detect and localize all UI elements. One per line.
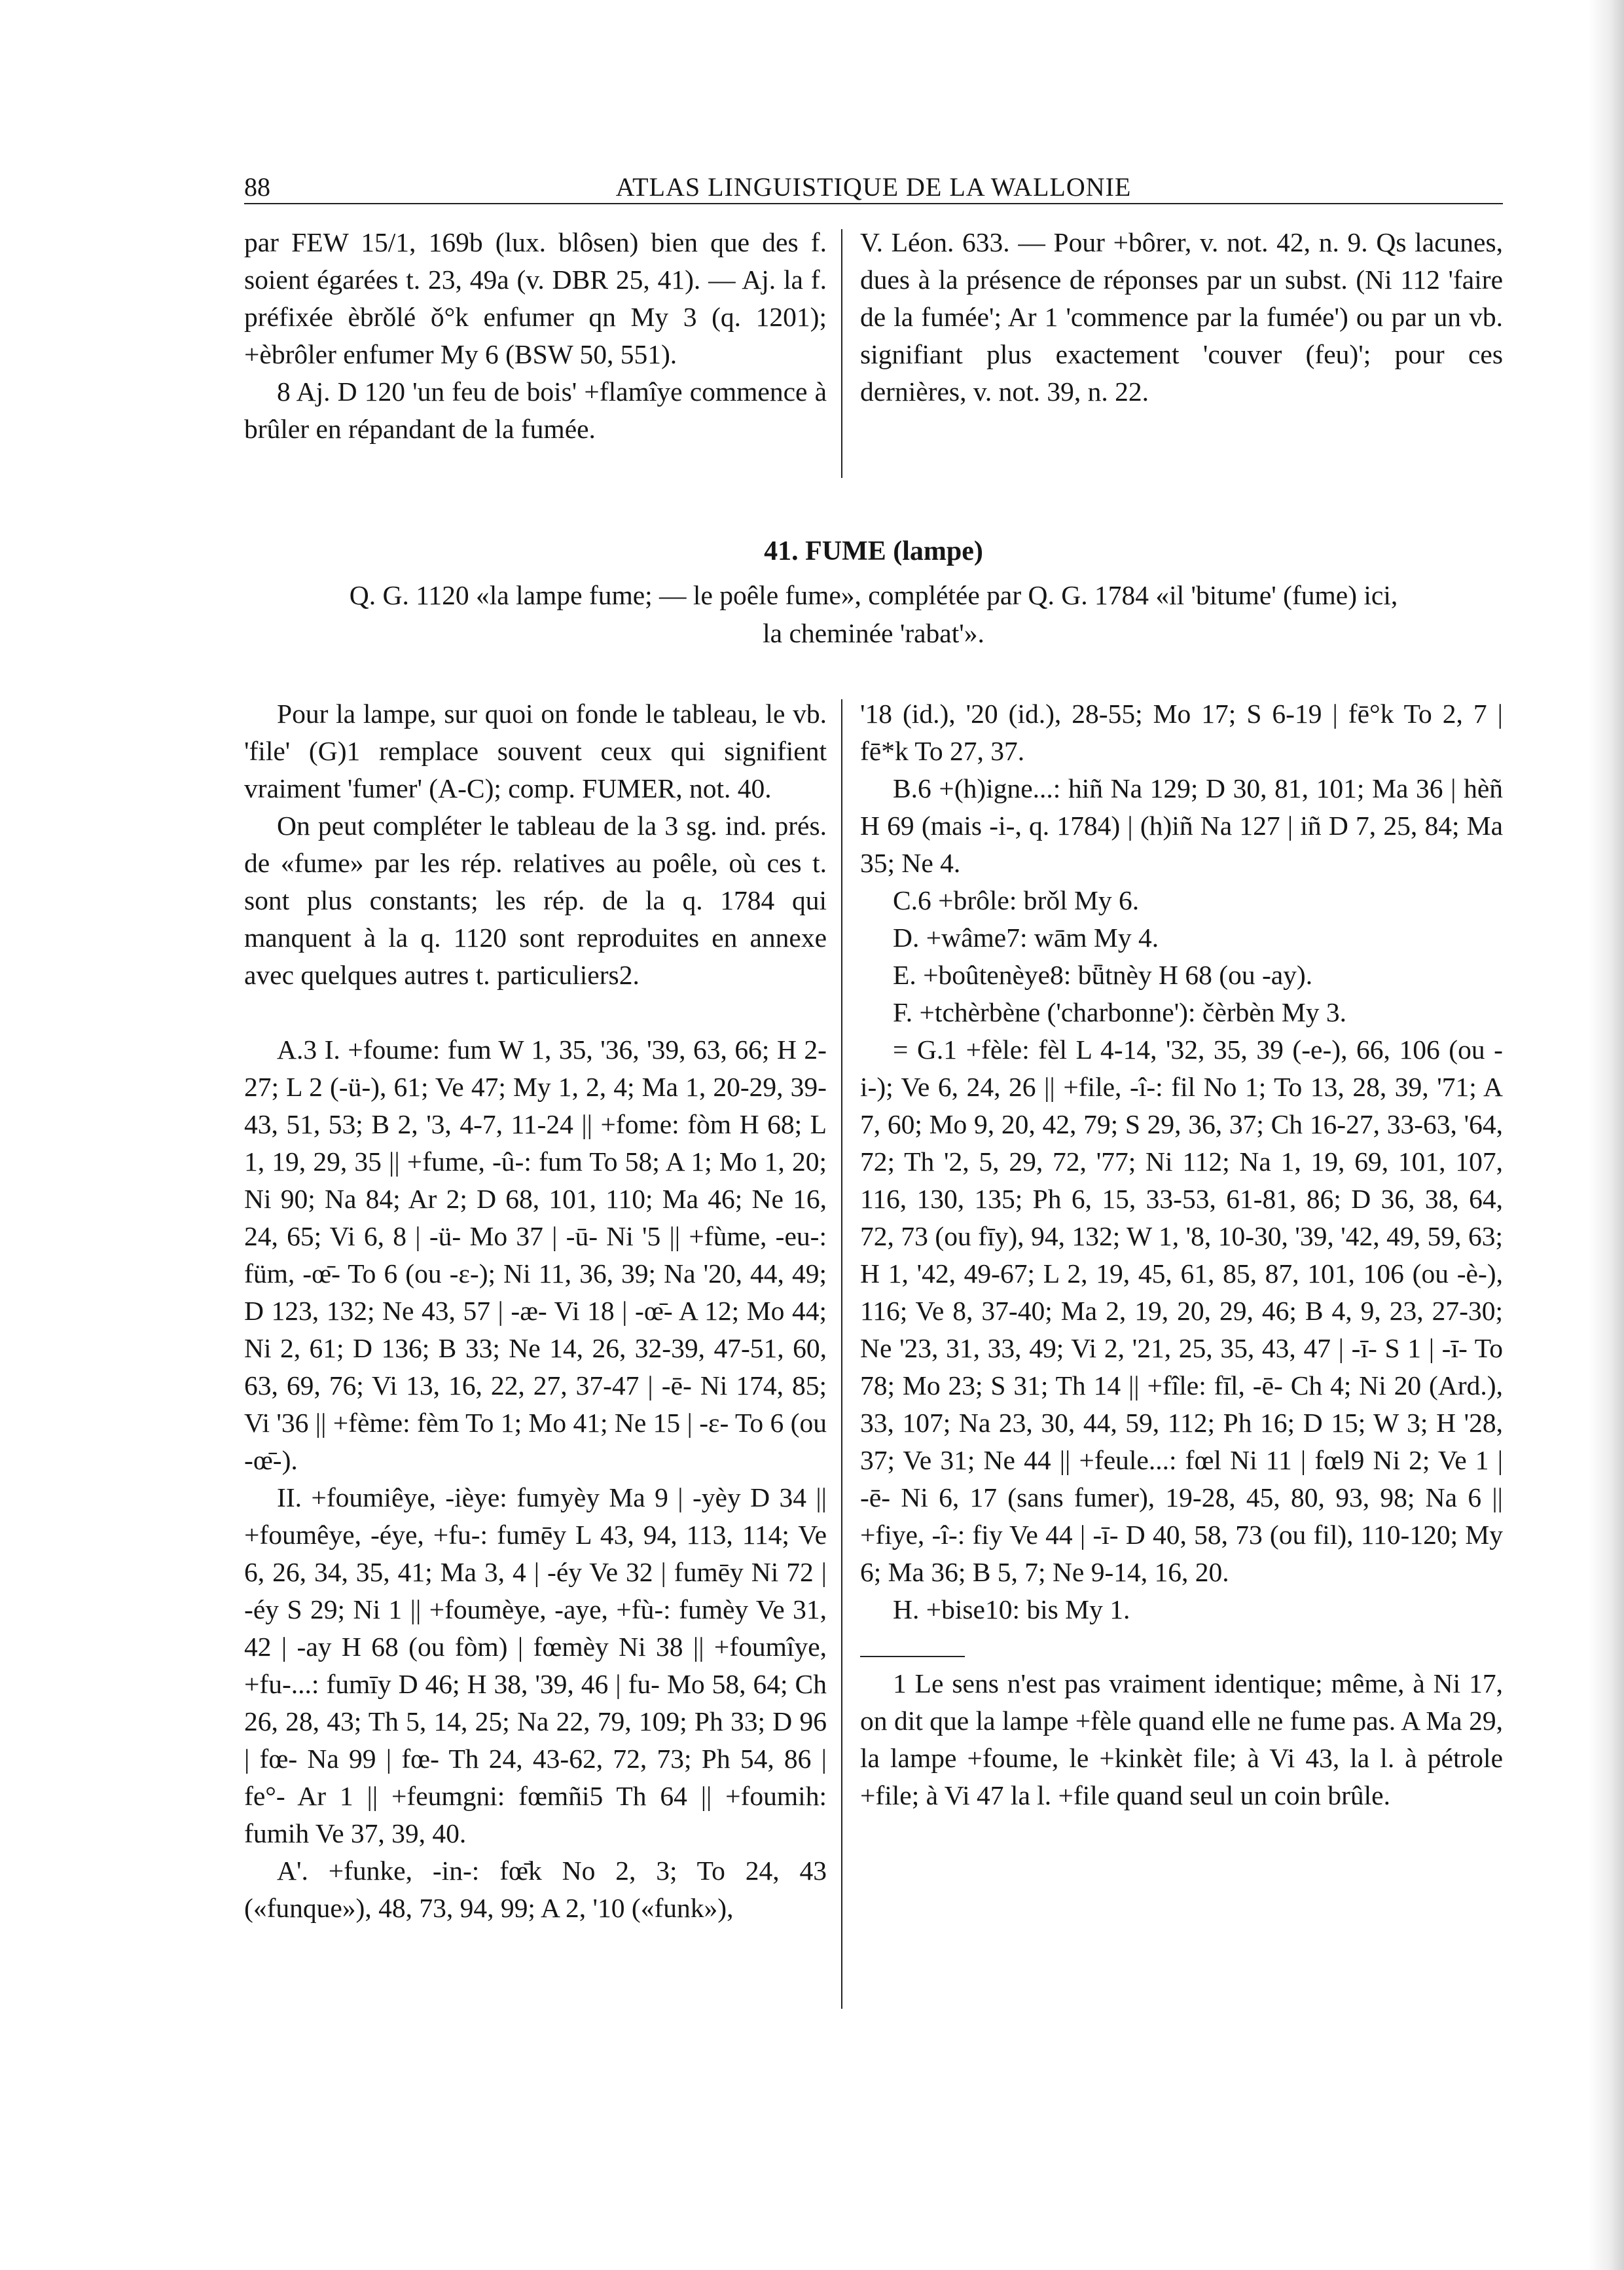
scan-edge-shadow (1588, 0, 1624, 2270)
intro-paragraph: Pour la lampe, sur quoi on fonde le tableau, le vb. 'file' (G)1 remplace souvent ceux qui signifient vraiment 'fumer' (A-C); comp. FUMER, not. 40. (244, 699, 827, 803)
type-h-entry: H. +bise10: bis My 1. (893, 1594, 1130, 1624)
top-column-divider (841, 229, 842, 478)
note-leon: V. Léon. 633. — Pour +bôrer, v. not. 42, n. 9. Qs lacunes, dues à la présence de réponses par un subst. (Ni 112 'faire de la fumée'; Ar 1 'commence par la fumée') ou par un vb. signifiant plus exactement 'couver (feu)'; pour ces dernières, v. not. 39, n. 22. (860, 227, 1503, 407)
main-column-divider (841, 699, 842, 2009)
type-a-ii-entry: II. +foumiêye, -ièye: fumyèy Ma 9 | -yèy D 34 || +foumêye, -éye, +fu-: fumēy L 43, 94, 113, 114; Ve 6, 26, 34, 35, 41; Ma 3, 4 | -éy Ve 32 | fumēy Ni 72 | -éy S 29; Ni 1 || +foumèye, -aye, +fù-: fumèy Ve 31, 42 | -ay H 68 (ou fòm) | fœmèy Ni 38 || +foumîye, +fu-...: fumīy D 46; H 38, '39, 46 | fu- Mo 58, 64; Ch 26, 28, 43; Th 5, 14, 25; Na 22, 79, 109; Ph 33; D 96 | fœ- Na 99 | fœ- Th 24, 43-62, 72, 73; Ph 54, 86 | fe°- Ar 1 || +feumgni: fœmñi5 Th 64 || +foumih: fumih Ve 37, 39, 40. (244, 1482, 827, 1848)
section-intro-line-1: Q. G. 1120 «la lampe fume; — le poêle fume», complétée par Q. G. 1784 «il 'bitume' (fume) ici, (349, 580, 1398, 610)
type-c-entry: C.6 +brôle: brǒl My 6. (893, 885, 1140, 915)
section-title: 41. FUME (lampe) (764, 536, 983, 566)
type-f-entry: F. +tchèrbène ('charbonne'): čèrbèn My 3. (893, 997, 1346, 1027)
main-left-column (244, 695, 827, 1927)
type-a-prime-entry: A'. +funke, -in-: fœ̄k No 2, 3; To 24, 43 («funque»), 48, 73, 94, 99; A 2, '10 («funk»), (244, 1856, 827, 1923)
page-header-title: ATLAS LINGUISTIQUE DE LA WALLONIE (615, 172, 1132, 202)
note-continuation: par FEW 15/1, 169b (lux. blôsen) bien que des f. soient égarées t. 23, 49a (v. DBR 25, 41). — Aj. la f. préfixée èbrǒlé ǒ°k enfumer qn My 3 (q. 1201); +èbrôler enfumer My 6 (BSW 50, 551). (244, 227, 827, 369)
footnote-8: 8 Aj. D 120 'un feu de bois' +flamîye commence à brûler en répandant de la fumée. (244, 376, 827, 444)
type-a-entry: A.3 I. +foume: fum W 1, 35, '36, '39, 63, 66; H 2-27; L 2 (-ü-), 61; Ve 47; My 1, 2, 4; Ma 1, 20-29, 39-43, 51, 53; B 2, '3, 4-7, 11-24 || +fome: fòm H 68; L 1, 19, 29, 35 || +fume, -û-: fum To 58; A 1; Mo 1, 20; Ni 90; Na 84; Ar 2; D 68, 101, 110; Ma 46; Ne 16, 24, 65; Vi 6, 8 | -ü- Mo 37 | -ū- Ni '5 || +fùme, -eu-: füm, -œ̄- To 6 (ou -ɛ-); Ni 11, 36, 39; Na '20, 44, 49; D 123, 132; Ne 43, 57 | -æ- Vi 18 | -œ̄- A 12; Mo 44; Ni 2, 61; D 136; B 33; Ne 14, 26, 32-39, 47-51, 60, 63, 69, 76; Vi 13, 16, 22, 27, 37-47 | -ē- Ni 174, 85; Vi '36 || +fème: fèm To 1; Mo 41; Ne 15 | -ɛ- To 6 (ou -œ̄-). (244, 1034, 827, 1475)
section-intro-line-2: la cheminée 'rabat'». (763, 618, 984, 648)
type-b-entry: B.6 +(h)igne...: hiñ Na 129; D 30, 81, 101; Ma 36 | hèñ H 69 (mais -i-, q. 1784) | (h)iñ Na 127 | iñ D 7, 25, 84; Ma 35; Ne 4. (860, 773, 1503, 878)
complement-paragraph: On peut compléter le tableau de la 3 sg. ind. prés. de «fume» par les rép. relatives au poêle, où ces t. sont plus constants; les rép. de la q. 1784 qui manquent à la q. 1120 sont reproduites en annexe avec quelques autres t. particuliers2. (244, 811, 827, 990)
footnote-rule (860, 1656, 965, 1657)
page-number: 88 (244, 172, 270, 202)
top-left-notes (244, 224, 827, 448)
type-e-entry: E. +boûtenèye8: bǖtnèy H 68 (ou -ay). (893, 960, 1313, 990)
running-header (244, 172, 1503, 204)
type-d-entry: D. +wâme7: wām My 4. (893, 923, 1159, 953)
main-right-column (860, 695, 1503, 1814)
section-intro (244, 576, 1503, 652)
type-g-entry: = G.1 +fèle: fèl L 4-14, '32, 35, 39 (-e-), 66, 106 (ou -i-); Ve 6, 24, 26 || +file, -î-: fil No 1; To 13, 28, 39, '71; A 7, 60; Mo 9, 20, 42, 79; S 29, 36, 37; Ch 16-27, 33-63, '64, 72; Th '2, 5, 29, 72, '77; Ni 112; Na 1, 19, 69, 101, 107, 116, 130, 135; Ph 6, 15, 33-53, 61-81, 86; D 36, 38, 64, 72, 73 (ou fīy), 94, 132; W 1, '8, 10-30, '39, '42, 49, 59, 63; H 1, '42, 49-67; L 2, 19, 45, 61, 85, 87, 101, 106 (ou -è-), 116; Ve 8, 37-40; Ma 2, 19, 20, 29, 46; B 4, 9, 23, 27-30; Ne '23, 31, 33, 49; Vi 2, '21, 25, 35, 43, 47 | -ī- S 1 | -ī- To 78; Mo 23; S 31; Th 14 || +fîle: fīl, -ē- Ch 4; Ni 20 (Ard.), 33, 107; Na 23, 30, 44, 59, 112; Ph 16; D 15; W 3; H '28, 37; Ve 31; Ne 44 || +feule...: fœl Ni 11 | fœl9 Ni 2; Ve 1 | -ē- Ni 6, 17 (sans fumer), 19-28, 45, 80, 93, 98; Na 6 || +fiye, -î-: fiy Ve 44 | -ī- D 40, 58, 73 (ou fil), 110-120; My 6; Ma 36; B 5, 7; Ne 9-14, 16, 20. (860, 1034, 1503, 1587)
type-a-prime-continuation: '18 (id.), '20 (id.), 28-55; Mo 17; S 6-19 | fē°k To 2, 7 | fē*k To 27, 37. (860, 699, 1503, 766)
top-right-notes (860, 224, 1503, 411)
footnote-1: 1 Le sens n'est pas vraiment identique; même, à Ni 17, on dit que la lampe +fèle quand elle ne fume pas. A Ma 29, la lampe +foume, le +kinkèt file; à Vi 43, la l. à pétrole +file; à Vi 47 la l. +file quand seul un coin brûle. (860, 1668, 1503, 1810)
